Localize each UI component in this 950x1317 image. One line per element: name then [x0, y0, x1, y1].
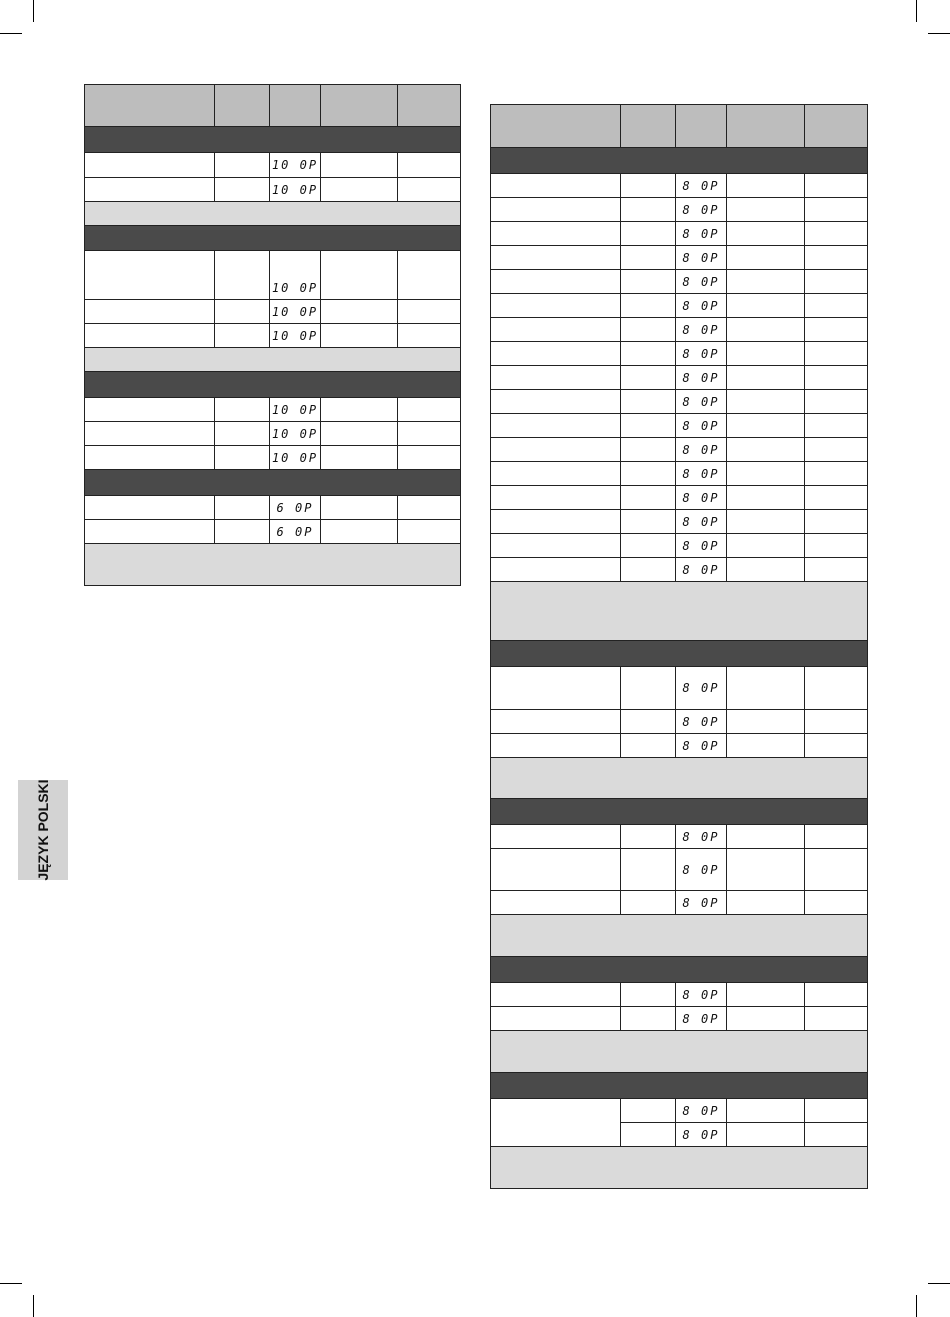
note-row [85, 348, 461, 372]
power-display: 10 0P [270, 300, 321, 324]
language-label: JĘZYK POLSKI [35, 779, 51, 881]
header-cell [805, 105, 868, 148]
section-bar [491, 957, 868, 983]
power-display: 10 0P [270, 178, 321, 202]
table-row [491, 734, 868, 758]
table-row [85, 422, 461, 446]
table-row [491, 222, 868, 246]
power-display: 8 0P [676, 342, 727, 366]
language-tab [18, 780, 68, 880]
power-display: 8 0P [676, 734, 727, 758]
note-row [491, 582, 868, 641]
header-cell [321, 85, 398, 127]
table-row [491, 486, 868, 510]
power-display: 8 0P [676, 438, 727, 462]
note-row [491, 1031, 868, 1073]
table-row [491, 438, 868, 462]
table-row [491, 1099, 868, 1123]
crop-mark [0, 1283, 22, 1284]
table-row [491, 667, 868, 710]
table-row [491, 825, 868, 849]
table-row [85, 398, 461, 422]
table-row [85, 520, 461, 544]
power-display: 8 0P [676, 825, 727, 849]
note-row [85, 202, 461, 226]
table-header [491, 105, 868, 148]
header-cell [398, 85, 461, 127]
crop-mark [33, 0, 34, 22]
power-display: 8 0P [676, 983, 727, 1007]
table-row [491, 558, 868, 582]
power-display: 8 0P [676, 414, 727, 438]
section-bar [85, 372, 461, 398]
power-display: 8 0P [676, 534, 727, 558]
section-bar [491, 641, 868, 667]
power-display: 6 0P [270, 520, 321, 544]
crop-mark [928, 1283, 950, 1284]
note-row [491, 758, 868, 799]
power-display: 8 0P [676, 318, 727, 342]
section-bar [491, 148, 868, 174]
table-row [85, 251, 461, 300]
power-display: 8 0P [676, 667, 727, 710]
section-bar [491, 1073, 868, 1099]
power-display: 8 0P [676, 891, 727, 915]
power-display: 10 0P [270, 153, 321, 178]
table-row [491, 174, 868, 198]
header-cell [270, 85, 321, 127]
power-display: 8 0P [676, 462, 727, 486]
table-row [491, 390, 868, 414]
power-display: 8 0P [676, 246, 727, 270]
header-cell [215, 85, 270, 127]
note-row [491, 915, 868, 957]
table-row [491, 849, 868, 891]
power-display: 10 0P [270, 251, 321, 300]
note-row [491, 1147, 868, 1189]
header-cell [85, 85, 215, 127]
header-cell [621, 105, 676, 148]
power-display: 8 0P [676, 558, 727, 582]
power-display: 10 0P [270, 324, 321, 348]
crop-mark [33, 1295, 34, 1317]
crop-mark [916, 0, 917, 22]
crop-mark [928, 33, 950, 34]
crop-mark [916, 1295, 917, 1317]
section-bar [85, 470, 461, 496]
power-display: 8 0P [676, 1007, 727, 1031]
table-row [85, 300, 461, 324]
power-display: 8 0P [676, 366, 727, 390]
left-program-table [84, 84, 461, 586]
power-display: 10 0P [270, 422, 321, 446]
header-cell [676, 105, 727, 148]
right-program-table [490, 104, 868, 1189]
table-row [491, 246, 868, 270]
header-cell [727, 105, 805, 148]
table-row [491, 1007, 868, 1031]
power-display: 6 0P [270, 496, 321, 520]
power-display: 8 0P [676, 510, 727, 534]
header-cell [491, 105, 621, 148]
table-row [491, 414, 868, 438]
crop-mark [0, 33, 22, 34]
table-row [85, 446, 461, 470]
power-display: 8 0P [676, 174, 727, 198]
table-row [491, 510, 868, 534]
section-bar [85, 127, 461, 153]
power-display: 8 0P [676, 486, 727, 510]
table-row [85, 153, 461, 178]
power-display: 8 0P [676, 849, 727, 891]
power-display: 10 0P [270, 446, 321, 470]
section-bar [85, 226, 461, 251]
power-display: 10 0P [270, 398, 321, 422]
table-row [491, 983, 868, 1007]
table-row [491, 294, 868, 318]
table-row [85, 324, 461, 348]
power-display: 8 0P [676, 1123, 727, 1147]
table-row [491, 366, 868, 390]
power-display: 8 0P [676, 270, 727, 294]
table-row [491, 342, 868, 366]
power-display: 8 0P [676, 1099, 727, 1123]
power-display: 8 0P [676, 222, 727, 246]
power-display: 8 0P [676, 198, 727, 222]
table-row [491, 710, 868, 734]
table-row [491, 318, 868, 342]
power-display: 8 0P [676, 294, 727, 318]
table-row [491, 198, 868, 222]
note-row [85, 544, 461, 586]
table-row [85, 178, 461, 202]
table-row [491, 534, 868, 558]
table-row [85, 496, 461, 520]
table-row [491, 270, 868, 294]
power-display: 8 0P [676, 390, 727, 414]
table-row [491, 462, 868, 486]
table-header [85, 85, 461, 127]
section-bar [491, 799, 868, 825]
table-row [491, 891, 868, 915]
power-display: 8 0P [676, 710, 727, 734]
